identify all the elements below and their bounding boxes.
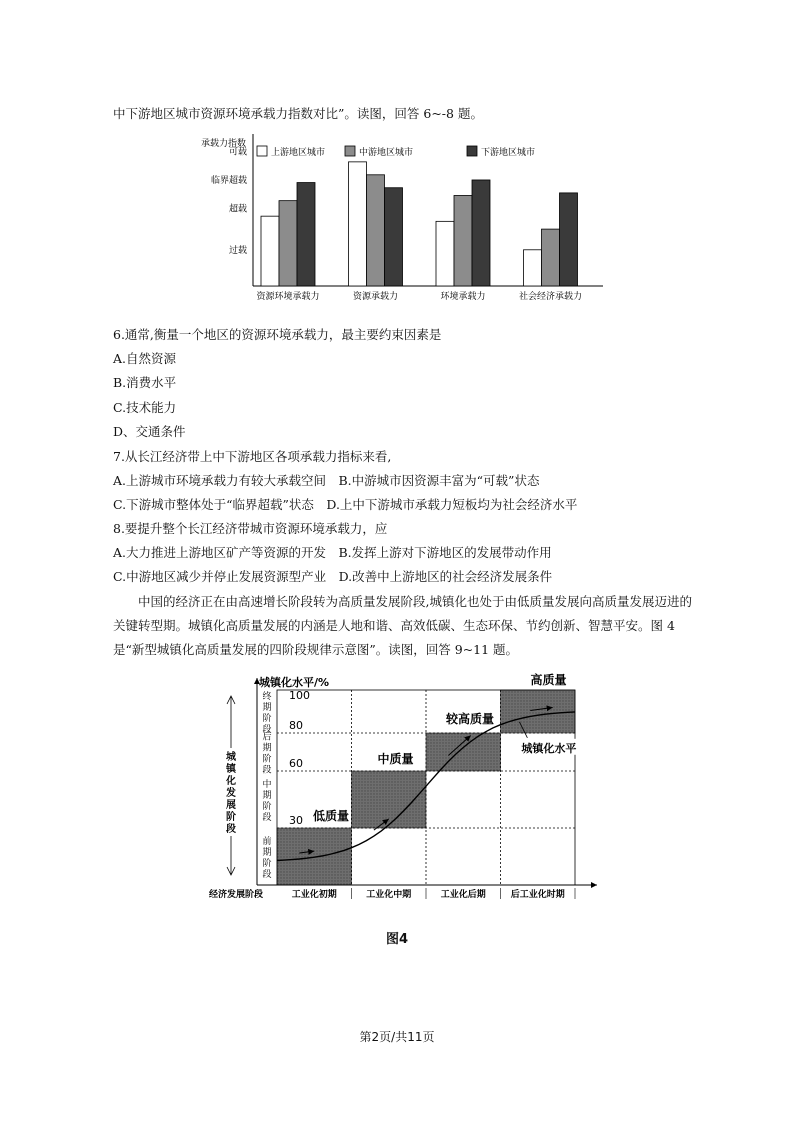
bar [367,175,385,286]
y-tick-label: 80 [289,719,303,732]
stage-label: 期 [262,743,272,754]
stage-label: 期 [262,848,272,858]
stage-label: 终 [262,692,272,702]
bar [454,195,472,286]
left-axis-label: 阶 [226,812,236,823]
q6-option-b: B.消费水平 [113,375,177,390]
question-8: 8.要提升整个长江经济带城市资源环境承载力，应 [113,521,388,536]
stage-label: 段 [262,725,272,735]
urbanization-stage-diagram [205,670,600,905]
legend-label: 中游地区城市 [359,148,414,158]
quality-block [501,690,576,733]
bar [349,162,367,286]
bar [436,221,454,286]
y-tick-label: 30 [289,814,303,827]
left-axis-label: 发 [226,788,236,799]
stage-label: 阶 [262,859,272,869]
bar [542,229,560,286]
left-axis-label: 城 [226,752,236,763]
question-6: 6.通常,衡量一个地区的资源环境承载力，最主要约束因素是 [113,327,442,342]
legend-label: 上游地区城市 [271,148,326,158]
stage-label: 前 [262,837,272,847]
legend-swatch [257,146,267,156]
x-axis-title: 经济发展阶段 [209,890,264,900]
bar [524,250,542,286]
q8-options-cd: C.中游地区减少并停止发展资源型产业 D.改善中上游地区的社会经济发展条件 [113,569,553,584]
stage-label: 阶 [262,754,272,765]
q6-option-a: A.自然资源 [113,351,177,366]
y-level-label: 过载 [228,245,247,256]
legend-swatch [467,146,477,156]
q6-option-d: D、交通条件 [113,424,186,439]
left-axis-label: 段 [226,824,236,835]
left-axis-label: 展 [226,800,236,811]
x-category-label: 工业化后期 [440,890,486,900]
quality-label: 低质量 [313,809,350,823]
stage-label: 阶 [262,802,272,812]
stage-label: 段 [262,870,272,880]
paragraph-text: 中国的经济正在由高速增长阶段转为高质量发展阶段,城镇化也处于由低质量发展向高质量发展迈进的关键转型期。城镇化高质量发展的内涵是人地和谐、高效低碳、生态环保、节约创新、智慧平安。图 4 是“新型城镇化高质量发展的四阶段规律示意图”。读图，回答 9~11 题。 [113,594,692,657]
curve-label: 城镇化水平 [521,741,577,755]
stage-label: 段 [262,765,272,776]
x-category-label: 工业化中期 [366,890,412,900]
bar [472,180,490,286]
figure-caption: 图4 [386,932,409,947]
bar [261,216,279,286]
legend-label: 下游地区城市 [481,148,536,158]
quality-block [426,733,501,771]
y-tick-label: 100 [289,689,310,702]
y-axis-title: 承载力指数 [201,139,247,149]
y-level-label: 超载 [228,204,247,215]
stage-label: 期 [262,791,272,801]
bar [385,188,403,286]
bar [297,183,315,286]
quality-label: 较高质量 [446,712,495,726]
y-axis-title: 城镇化水平/% [259,676,330,689]
x-category-label: 社会经济承载力 [518,292,583,302]
x-category-label: 环境承载力 [440,292,486,302]
y-level-label: 临界超载 [210,175,247,186]
intro-line: 中下游地区城市资源环境承载力指数对比”。读图，回答 6~-8 题。 [113,106,483,121]
intro-paragraph [113,590,698,662]
x-category-label: 后工业化时期 [510,890,565,900]
stage-label: 期 [262,703,272,713]
left-axis-label: 镇 [226,764,236,775]
x-category-label: 资源承载力 [352,292,399,302]
x-category-label: 工业化初期 [291,890,337,900]
stage-label: 中 [262,780,272,790]
quality-label: 中质量 [377,752,414,766]
stage-label: 阶 [262,714,272,724]
q6-option-c: C.技术能力 [113,400,177,415]
question-7: 7.从长江经济带上中下游地区各项承载力指标来看, [113,449,392,464]
legend-swatch [345,146,355,156]
left-axis-label: 化 [226,776,236,787]
bar [560,193,578,286]
stage-label: 段 [262,813,272,823]
x-category-label: 资源环境承载力 [256,292,320,302]
stage-label: 后 [262,732,272,743]
bar [279,201,297,286]
page-footer: 第2页/共11页 [359,1030,435,1044]
q7-options-cd: C.下游城市整体处于“临界超载”状态 D.上中下游城市承载力短板均为社会经济水平 [113,497,578,512]
quality-label: 高质量 [530,673,567,687]
q7-options-ab: A.上游城市环境承载力有较大承载空间 B.中游城市因资源丰富为“可载”状态 [113,473,540,488]
y-level-label: 可载 [228,147,247,158]
carrying-capacity-bar-chart [195,132,615,312]
y-tick-label: 60 [289,757,303,770]
q8-options-ab: A.大力推进上游地区矿产等资源的开发 B.发挥上游对下游地区的发展带动作用 [113,545,552,560]
